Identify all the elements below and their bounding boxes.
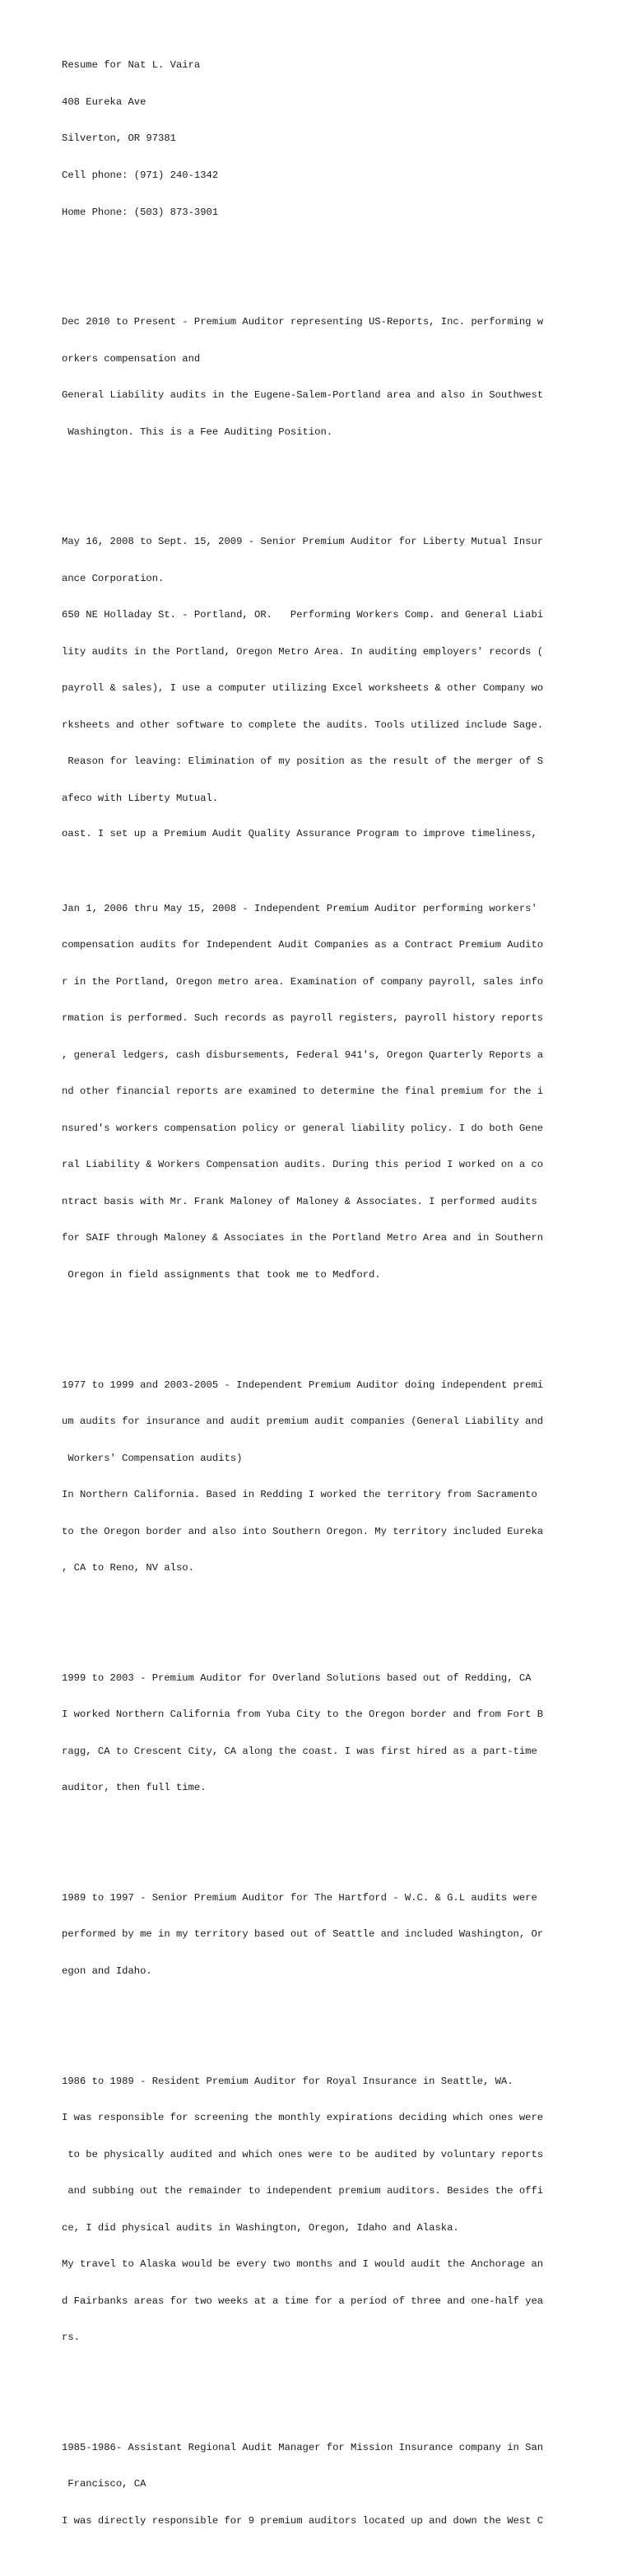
text-line: Reason for leaving: Elimination of my position as the result of the merger of S — [62, 756, 544, 768]
text-line: 1985-1986- Assistant Regional Audit Manager for Mission Insurance company in San — [62, 2441, 544, 2453]
text-line: Workers' Compensation audits) — [62, 1452, 243, 1464]
text-line: 1999 to 2003 - Premium Auditor for Overland Solutions based out of Redding, CA — [62, 1672, 532, 1684]
job-entry-mission — [62, 2417, 564, 2551]
text-line: payroll & sales), I use a computer utilizing Excel worksheets & other Company wo — [62, 682, 544, 695]
job-entry-overland — [62, 1648, 564, 1819]
text-line: rs. — [62, 2332, 80, 2344]
text-line: I was directly responsible for 9 premium auditors located up and down the West C — [62, 2514, 544, 2527]
text-line: orkers compensation and — [62, 352, 201, 365]
text-line: egon and Idaho. — [62, 1965, 152, 1977]
text-line: Dec 2010 to Present - Premium Auditor representing US-Reports, Inc. performing w — [62, 316, 544, 328]
header-line: Home Phone: (503) 873-3901 — [62, 206, 219, 218]
text-line: rksheets and other software to complete the audits. Tools utilized include Sage. — [62, 718, 544, 731]
text-line: Oregon in field assignments that took me to Medford. — [62, 1268, 381, 1281]
text-line: May 16, 2008 to Sept. 15, 2009 - Senior Premium Auditor for Liberty Mutual Insur — [62, 536, 544, 548]
text-line: , general ledgers, cash disbursements, Federal 941's, Oregon Quarterly Reports a — [62, 1049, 544, 1061]
job-entry-us-reports — [62, 291, 564, 463]
contact-header — [62, 35, 564, 243]
text-line: d Fairbanks areas for two weeks at a time for a period of three and one-half yea — [62, 2295, 544, 2307]
job-entry-independent-2006 — [62, 878, 564, 1306]
text-line: performed by me in my territory based out of Seattle and included Washington, Or — [62, 1928, 544, 1941]
text-line: My travel to Alaska would be every two months and I would audit the Anchorage an — [62, 2258, 544, 2271]
text-line: afeco with Liberty Mutual. — [62, 793, 219, 804]
text-line: ance Corporation. — [62, 572, 165, 584]
text-line: for SAIF through Maloney & Associates in the Portland Metro Area and in Southern — [62, 1232, 544, 1244]
header-line: Cell phone: (971) 240-1342 — [62, 169, 219, 181]
resume-document — [62, 11, 564, 2576]
text-line: I worked Northern California from Yuba City to the Oregon border and from Fort B — [62, 1709, 544, 1721]
header-line: Silverton, OR 97381 — [62, 133, 176, 145]
text-line: ntract basis with Mr. Frank Maloney of Maloney & Associates. I performed audits — [62, 1195, 537, 1207]
text-line: ral Liability & Workers Compensation audits. During this period I worked on a co — [62, 1159, 544, 1171]
text-line: and subbing out the remainder to independent premium auditors. Besides the offi — [62, 2185, 544, 2197]
job-entry-independent-1977 — [62, 1355, 564, 1599]
text-line: r in the Portland, Oregon metro area. Examination of company payroll, sales info — [62, 975, 544, 988]
text-line: lity audits in the Portland, Oregon Metro Area. In auditing employers' records ( — [62, 645, 544, 658]
text-line: ragg, CA to Crescent City, CA along the coast. I was first hired as a part-time — [62, 1745, 537, 1757]
text-line: to the Oregon border and also into Southern Oregon. My territory included Eureka — [62, 1525, 544, 1537]
text-line: Jan 1, 2006 thru May 15, 2008 - Independent Premium Auditor performing workers' — [62, 902, 537, 914]
text-line: 1989 to 1997 - Senior Premium Auditor for The Hartford - W.C. & G.L audits were — [62, 1891, 537, 1904]
text-line: Washington. This is a Fee Auditing Position. — [62, 425, 333, 438]
text-line: compensation audits for Independent Audit Companies as a Contract Premium Audito — [62, 939, 544, 951]
text-line: Francisco, CA — [62, 2478, 146, 2490]
text-line: In Northern California. Based in Redding I worked the territory from Sacramento — [62, 1489, 537, 1501]
text-line: auditor, then full time. — [62, 1782, 207, 1794]
text-line: General Liability audits in the Eugene-Salem-Portland area and also in Southwest — [62, 389, 544, 402]
text-line: to be physically audited and which ones were to be audited by voluntary reports — [62, 2148, 544, 2160]
job-entry-royal — [62, 2051, 564, 2369]
text-line: um audits for insurance and audit premium audit companies (General Liability and — [62, 1416, 544, 1428]
header-line: Resume for Nat L. Vaira — [62, 59, 201, 72]
text-line: nsured's workers compensation policy or general liability policy. I do both Gene — [62, 1122, 544, 1134]
text-line: nd other financial reports are examined to determine the final premium for the i — [62, 1086, 544, 1098]
text-line: 650 NE Holladay St. - Portland, OR. Performing Workers Comp. and General Liabi — [62, 609, 544, 621]
job-entry-hartford — [62, 1867, 564, 2002]
header-line: 408 Eureka Ave — [62, 95, 146, 108]
text-line: 1977 to 1999 and 2003-2005 - Independent Premium Auditor doing independent premi — [62, 1379, 544, 1391]
text-line: I was responsible for screening the monthly expirations deciding which ones were — [62, 2112, 544, 2124]
text-line: rmation is performed. Such records as payroll registers, payroll history reports — [62, 1012, 544, 1025]
text-line: 1986 to 1989 - Resident Premium Auditor for Royal Insurance in Seattle, WA. — [62, 2075, 514, 2087]
job-entry-liberty-mutual — [62, 512, 564, 830]
page-continuation-line: oast. I set up a Premium Audit Quality Assurance Program to improve timeliness, — [62, 828, 537, 839]
text-line: ce, I did physical audits in Washington, Oregon, Idaho and Alaska. — [62, 2221, 459, 2234]
text-line: , CA to Reno, NV also. — [62, 1562, 194, 1574]
